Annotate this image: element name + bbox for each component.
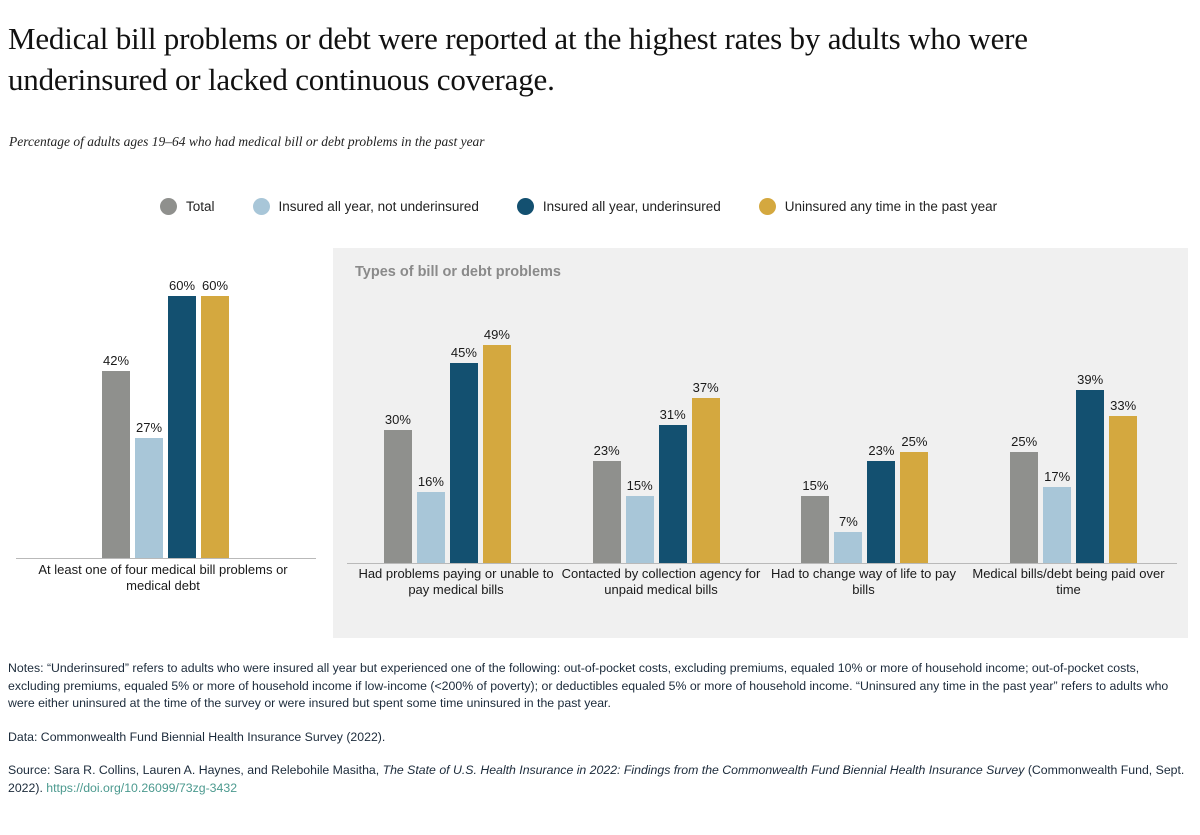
bar-value-insured-not-underinsured: 17% xyxy=(1044,469,1071,484)
bar-insured-not-underinsured[interactable] xyxy=(834,532,862,563)
bar-value-insured-not-underinsured: 16% xyxy=(417,474,444,489)
page-title: Medical bill problems or debt were reported at the highest rates by adults who were underinsured or lacked continuous coverage. xyxy=(8,21,1028,97)
bar-holder-total xyxy=(381,283,414,563)
bar-insured-not-underinsured[interactable] xyxy=(626,496,654,563)
bars-change-way-of-life xyxy=(799,283,931,563)
footer-source-title: The State of U.S. Health Insurance in 2022: Findings from the Commonwealth Fund Biennial Health Insurance Survey xyxy=(382,763,1025,777)
bar-insured-not-underinsured[interactable] xyxy=(1043,487,1071,563)
bar-group-collection-agency xyxy=(590,283,722,563)
bar-group-at-least-one xyxy=(100,278,232,558)
bar-group-change-way-of-life xyxy=(799,283,931,563)
bar-total[interactable] xyxy=(1010,452,1038,563)
bar-insured-not-underinsured[interactable] xyxy=(417,492,445,563)
bar-uninsured-any-time[interactable] xyxy=(201,296,229,558)
footer-notes: Notes: “Underinsured” refers to adults who were insured all year but experienced one of the following: out-of-pocket costs, excluding premiums, equaled 10% or more of household income; out-of-pocket costs, excluding premiums, equaled 5% or more of household income if low-income (<200% of poverty); or deductibles equaled 5% or more of household income. “Uninsured any time in the past year” refers to adults who were either uninsured at the time of the survey or were insured but spent some time uninsured in the past year. xyxy=(8,661,1169,710)
bar-total[interactable] xyxy=(801,496,829,563)
bar-total[interactable] xyxy=(102,371,130,558)
bar-uninsured-any-time[interactable] xyxy=(692,398,720,563)
plot-area-types xyxy=(343,283,1178,563)
bar-value-insured-underinsured: 39% xyxy=(1077,372,1104,387)
bar-groups-overall xyxy=(8,278,323,558)
bar-groups-types xyxy=(343,283,1178,563)
bar-value-total: 25% xyxy=(1011,434,1038,449)
bar-holder-total xyxy=(590,283,623,563)
bar-uninsured-any-time[interactable] xyxy=(1109,416,1137,563)
bar-holder-insured-not-underinsured xyxy=(623,283,656,563)
category-label-problems-paying: Had problems paying or unable to pay medical bills xyxy=(358,566,554,597)
bar-value-total: 30% xyxy=(384,412,411,427)
bar-holder-uninsured-any-time xyxy=(689,283,722,563)
bar-value-uninsured-any-time: 60% xyxy=(201,278,229,293)
bar-value-insured-not-underinsured: 15% xyxy=(626,478,653,493)
panel-overall xyxy=(8,248,323,638)
footer-source-link[interactable]: https://doi.org/10.26099/73zg-3432 xyxy=(46,780,238,795)
bar-holder-insured-not-underinsured xyxy=(1041,283,1074,563)
footer-data: Data: Commonwealth Fund Biennial Health Insurance Survey (2022). xyxy=(8,729,386,744)
bars-at-least-one xyxy=(100,278,232,558)
bars-paid-over-time xyxy=(1008,283,1140,563)
legend-item-insured-underinsured[interactable] xyxy=(517,198,721,215)
legend-label-uninsured-any-time: Uninsured any time in the past year xyxy=(784,199,998,214)
bar-value-total: 23% xyxy=(593,443,620,458)
legend-swatch-uninsured-any-time xyxy=(759,198,776,215)
bar-insured-underinsured[interactable] xyxy=(659,425,687,563)
bar-insured-underinsured[interactable] xyxy=(1076,390,1104,563)
axis-line-types xyxy=(347,563,1177,564)
bar-uninsured-any-time[interactable] xyxy=(900,452,928,563)
panel-types-title: Types of bill or debt problems xyxy=(355,264,561,280)
bar-value-uninsured-any-time: 49% xyxy=(483,327,510,342)
bar-value-uninsured-any-time: 37% xyxy=(692,380,719,395)
bar-value-uninsured-any-time: 33% xyxy=(1110,398,1137,413)
legend-item-uninsured-any-time[interactable] xyxy=(759,198,997,215)
footer xyxy=(8,660,1193,813)
bar-group-problems-paying xyxy=(381,283,513,563)
chart-subtitle: Percentage of adults ages 19–64 who had medical bill or debt problems in the past year xyxy=(9,134,485,149)
legend-swatch-insured-underinsured xyxy=(517,198,534,215)
bar-holder-insured-underinsured xyxy=(1074,283,1107,563)
bar-value-insured-underinsured: 31% xyxy=(659,407,686,422)
panel-types-of-problems xyxy=(333,248,1188,638)
bar-value-insured-underinsured: 60% xyxy=(168,278,196,293)
bar-holder-uninsured-any-time xyxy=(199,278,232,558)
bar-holder-insured-not-underinsured xyxy=(133,278,166,558)
footer-source-prefix: Source: Sara R. Collins, Lauren A. Haynes, and Relebohile Masitha, xyxy=(8,763,383,777)
bar-insured-underinsured[interactable] xyxy=(867,461,895,563)
category-label-collection-agency: Contacted by collection agency for unpaid medical bills xyxy=(561,566,761,597)
bar-holder-insured-underinsured xyxy=(166,278,199,558)
legend-item-insured-not-underinsured[interactable] xyxy=(253,198,479,215)
bar-holder-insured-underinsured xyxy=(656,283,689,563)
bar-uninsured-any-time[interactable] xyxy=(483,345,511,563)
bar-insured-underinsured[interactable] xyxy=(450,363,478,563)
footer-source-suffix: (Commonwealth Fund, Sept. 2022). xyxy=(8,763,1185,795)
bar-holder-uninsured-any-time xyxy=(1107,283,1140,563)
bar-group-paid-over-time xyxy=(1008,283,1140,563)
bar-value-insured-underinsured: 45% xyxy=(450,345,477,360)
bar-insured-underinsured[interactable] xyxy=(168,296,196,558)
legend-swatch-insured-not-underinsured xyxy=(253,198,270,215)
footer-source xyxy=(8,762,1193,797)
legend-label-insured-underinsured: Insured all year, underinsured xyxy=(542,199,721,214)
bar-value-insured-not-underinsured: 7% xyxy=(838,514,858,529)
axis-line-overall xyxy=(16,558,316,559)
legend-label-insured-not-underinsured: Insured all year, not underinsured xyxy=(278,199,479,214)
category-label-change-way-of-life: Had to change way of life to pay bills xyxy=(770,566,956,597)
bar-value-uninsured-any-time: 25% xyxy=(901,434,928,449)
bar-value-insured-underinsured: 23% xyxy=(868,443,895,458)
legend-item-total[interactable] xyxy=(160,198,215,215)
bar-holder-total xyxy=(1008,283,1041,563)
bar-holder-uninsured-any-time xyxy=(480,283,513,563)
bar-value-total: 42% xyxy=(102,353,130,368)
bar-total[interactable] xyxy=(384,430,412,563)
category-label-at-least-one: At least one of four medical bill problems or medical debt xyxy=(38,562,288,593)
category-label-paid-over-time: Medical bills/debt being paid over time xyxy=(972,566,1165,597)
bars-collection-agency xyxy=(590,283,722,563)
bar-holder-total xyxy=(799,283,832,563)
bar-holder-insured-underinsured xyxy=(865,283,898,563)
bar-holder-insured-not-underinsured xyxy=(414,283,447,563)
bar-insured-not-underinsured[interactable] xyxy=(135,438,163,558)
legend xyxy=(160,198,1035,215)
bar-total[interactable] xyxy=(593,461,621,563)
bar-holder-total xyxy=(100,278,133,558)
legend-swatch-total xyxy=(160,198,177,215)
legend-label-total: Total xyxy=(186,199,215,214)
bar-holder-uninsured-any-time xyxy=(898,283,931,563)
bar-value-total: 15% xyxy=(802,478,829,493)
bars-problems-paying xyxy=(381,283,513,563)
bar-holder-insured-not-underinsured xyxy=(832,283,865,563)
bar-holder-insured-underinsured xyxy=(447,283,480,563)
bar-value-insured-not-underinsured: 27% xyxy=(135,420,163,435)
plot-area-overall xyxy=(8,278,323,558)
footer-divider xyxy=(8,648,1191,649)
